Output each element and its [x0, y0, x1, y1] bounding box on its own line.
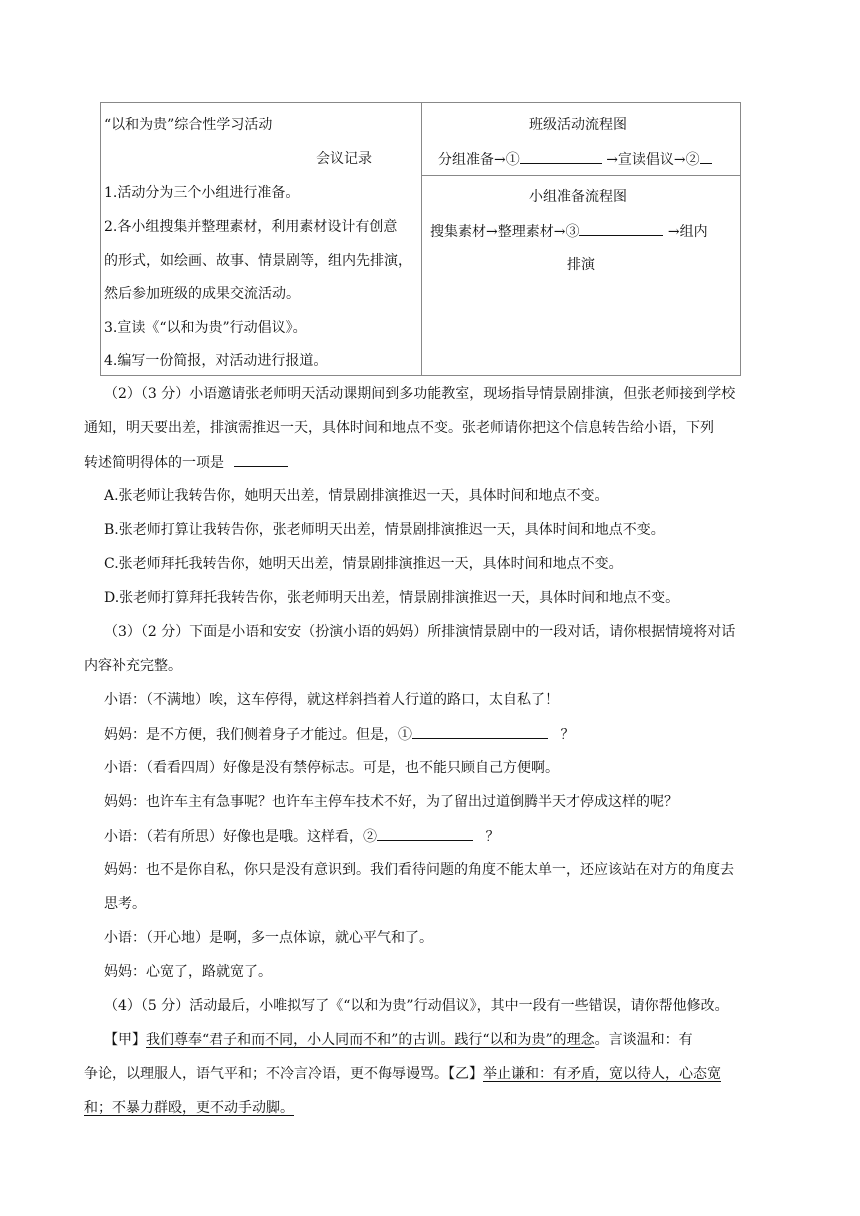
- dialogue-line-7: 小语：（开心地）是啊，多一点体谅，就心平气和了。: [104, 930, 433, 946]
- blank-1[interactable]: [520, 149, 602, 164]
- q2-answer-blank[interactable]: [234, 452, 288, 467]
- dialogue-line-8: 妈妈：心宽了，路就宽了。: [104, 964, 272, 980]
- mark-jia: 【甲】: [104, 1032, 146, 1048]
- q2-option-b: B.张老师打算让我转告你，张老师明天出差，情景剧排演推迟一天，具体时间和地点不变。: [104, 522, 665, 538]
- proposal-line-1: [104, 1030, 693, 1050]
- class-flow-line: [438, 149, 712, 170]
- group-flow-line-2: 排演: [567, 257, 595, 273]
- dialogue-line-3: 小语：（看看四周）好像是没有禁停标志。可是，也不能只顾自己方便啊。: [104, 760, 559, 776]
- q3-stem-line1: （3）（2 分）下面是小语和安安（扮演小语的妈妈）所排演情景剧中的一段对话，请你根据情境将对话: [104, 624, 736, 640]
- proposal-text-2: 争论，以理服人，语气平和；不冷言冷语，更不侮辱谩骂。: [84, 1066, 448, 1082]
- activity-title: “以和为贵”综合性学习活动: [104, 117, 273, 133]
- dialogue-line-5-text: 小语：（若有所思）好像也是哦。这样看，②: [104, 829, 377, 845]
- table-divider-horizontal: [422, 175, 740, 176]
- proposal-line-3: [84, 1098, 294, 1118]
- q2-stem-text: 转述简明得体的一项是: [84, 455, 224, 471]
- dialogue-line-6a: 妈妈：也不是你自私，你只是没有意识到。我们看待问题的角度不能太单一，还应该站在对方的角度去: [104, 862, 734, 878]
- meeting-record-title: 会议记录: [316, 151, 372, 167]
- q2-stem-line3: [84, 452, 288, 473]
- proposal-text-mid: 。言谈温和：有: [594, 1032, 693, 1048]
- table-divider-vertical: [421, 103, 422, 375]
- record-item-4: 4.编写一份简报，对活动进行报道。: [104, 353, 328, 369]
- dialogue-line-6b: 思考。: [104, 896, 146, 912]
- q2-option-a: A.张老师让我转告你，她明天出差，情景剧排演推迟一天，具体时间和地点不变。: [104, 488, 609, 504]
- dialogue-blank-2[interactable]: [377, 826, 473, 841]
- mark-yi: 【乙】: [448, 1066, 483, 1082]
- record-item-2-line2: 的形式，如绘画、故事、情景剧等，组内先排演，: [104, 253, 412, 269]
- sentence-jia: 我们尊奉“君子和而不同，小人同而不和”的古训。践行“以和为贵”的理念: [146, 1032, 595, 1048]
- q4-stem: （4）（5 分）活动最后，小唯拟写了《“以和为贵”行动倡议》，其中一段有一些错误，请你帮他修改。: [104, 998, 729, 1014]
- class-flow-end: →宣读倡议→②: [606, 152, 700, 168]
- group-flow-end: →组内: [667, 224, 708, 240]
- record-item-1: 1.活动分为三个小组进行准备。: [104, 185, 300, 201]
- blank-3[interactable]: [579, 221, 663, 236]
- group-flow-start: 搜集素材→整理素材→③: [430, 224, 580, 240]
- class-flow-start: 分组准备→①: [438, 152, 520, 168]
- record-item-2-line3: 然后参加班级的成果交流活动。: [104, 286, 300, 302]
- q2-stem-line2: 通知，明天要出差，排演需推迟一天，具体时间和地点不变。张老师请你把这个信息转告给小语，下列: [84, 420, 714, 436]
- activity-table: [100, 102, 741, 376]
- dialogue-line-2: [104, 724, 574, 745]
- question-mark: ？: [485, 829, 500, 845]
- class-flow-title: 班级活动流程图: [529, 117, 627, 133]
- dialogue-line-2-text: 妈妈：是不方便，我们侧着身子才能过。但是，①: [104, 727, 412, 743]
- q2-option-c: C.张老师拜托我转告你，她明天出差，情景剧排演推迟一天，具体时间和地点不变。: [104, 556, 623, 572]
- record-item-2-line1: 2.各小组搜集并整理素材，利用素材设计有创意: [104, 219, 398, 235]
- q2-option-d: D.张老师打算拜托我转告你，张老师明天出差，情景剧排演推迟一天，具体时间和地点不变。: [104, 590, 680, 606]
- question-mark: ？: [560, 727, 575, 743]
- dialogue-line-1: 小语：（不满地）唉，这车停得，就这样斜挡着人行道的路口，太自私了！: [104, 692, 559, 708]
- q3-stem-line2: 内容补充完整。: [84, 658, 182, 674]
- proposal-line-2: [84, 1064, 721, 1084]
- group-flow-line: [430, 221, 708, 242]
- q2-stem-line1: （2）（3 分）小语邀请张老师明天活动课期间到多功能教室，现场指导情景剧排演，但张老师接到学校: [104, 386, 736, 402]
- dialogue-blank-1[interactable]: [412, 724, 548, 739]
- sentence-yi-part2: 和；不暴力群殴，更不动手动脚。: [84, 1100, 294, 1116]
- dialogue-line-4: 妈妈：也许车主有急事呢？也许车主停车技术不好，为了留出过道倒腾半天才停成这样的呢？: [104, 794, 678, 810]
- blank-2[interactable]: [700, 149, 712, 164]
- dialogue-line-5: [104, 826, 499, 847]
- group-flow-title: 小组准备流程图: [529, 189, 627, 205]
- record-item-3: 3.宣读《“以和为贵”行动倡议》。: [104, 320, 307, 336]
- sentence-yi-part1: 举止谦和：有矛盾，宽以待人，心态宽: [483, 1066, 721, 1082]
